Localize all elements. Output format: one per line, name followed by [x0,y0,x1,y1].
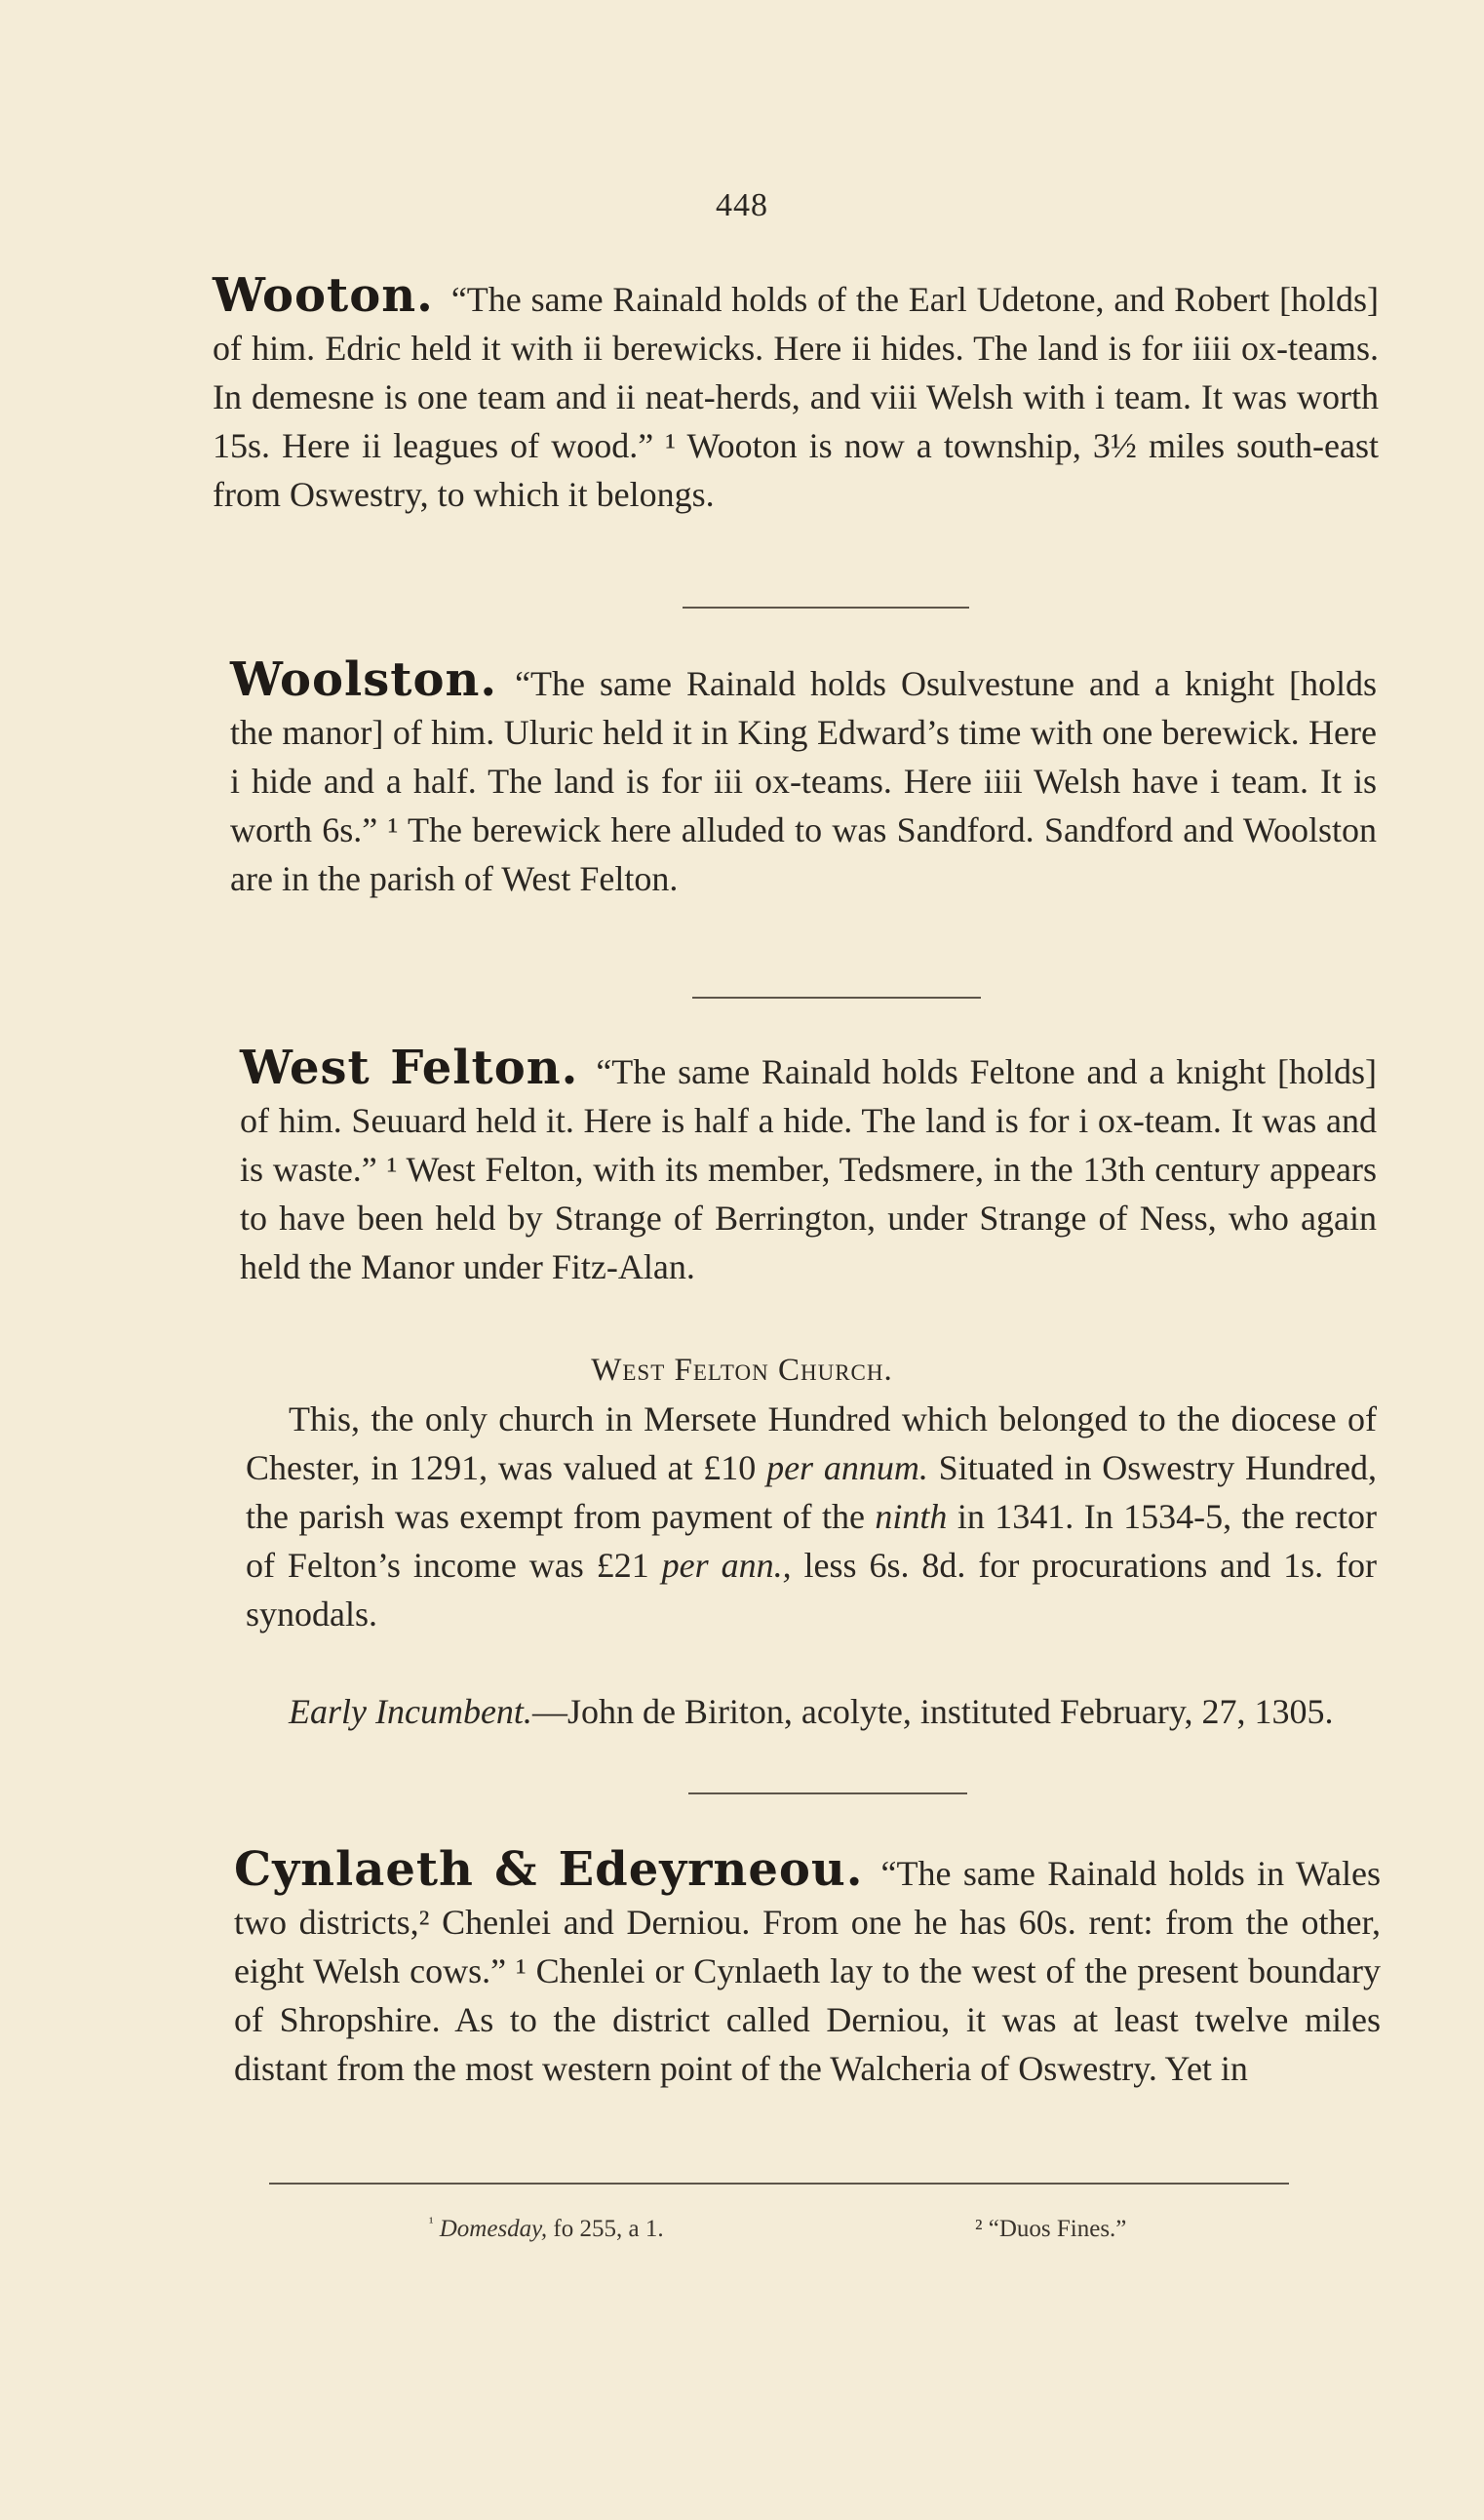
entry-wooton-text: “The same Rainald holds of the Earl Udetone, and Robert [holds] of him. Edric held it with ii berewicks. Here ii hides. The land is for iiii ox-teams. In demesne is one team and ii neat-herds, and viii Welsh with i team. It was worth 15s. Here ii leagues of wood.” ¹ Wooton is now a township, 3½ miles south-east from Oswestry, to which it belongs. [213,280,1379,514]
church-text-per-ann: per ann., [661,1546,792,1585]
heading-woolston: Woolston. [230,652,498,707]
footnote-rule [269,2183,1289,2185]
page-number: 448 [716,187,768,223]
footnote-1-ref: fo 255, a 1. [547,2216,664,2242]
heading-wooton: Wooton. [213,268,434,323]
church-text-g: less 6s. 8d. for procurations and 1s. for synodals. [246,1546,1378,1634]
entry-west-felton-text: “The same Rainald holds Feltone and a knight [holds] of him. Seuuard held it. Here is half a hide. The land is for i ox-team. It was and is waste.” ¹ West Felton, with its member, Tedsmere, in the 13th century appears to have been held by Strange of Berrington, under Strange of Ness, who again held the Manor under Fitz-Alan. [240,1052,1377,1286]
church-text-per-annum: per annum. [766,1448,928,1487]
footnote-1 [429,2210,664,2249]
entry-woolston-text: “The same Rainald holds Osulvestune and a knight [holds the manor] of him. Uluric held it in King Edward’s time with one berewick. Here i hide and a half. The land is for iii ox-teams. Here iiii Welsh have i team. It is worth 6s.” ¹ The berewick here alluded to was Sandford. Sandford and Woolston are in the parish of West Felton. [230,664,1377,898]
heading-cynlaeth: Cynlaeth & Edeyrneou. [234,1842,864,1897]
church-paragraph [246,1395,1377,1638]
early-incumbent [246,1687,1377,1736]
entry-cynlaeth [234,1842,1381,2093]
section-divider [692,997,981,999]
church-text-e: in 1341. In 1534-5, the rector of Felton’s income was £21 [246,1497,1377,1585]
early-incumbent-text: —John de Biriton, acolyte, instituted February, 27, 1305. [531,1692,1334,1731]
church-text-ninth: ninth [875,1497,948,1536]
section-divider [683,607,969,609]
entry-west-felton [240,1043,1377,1291]
section-divider [688,1792,967,1794]
footnote-1-mark: ¹ [429,2215,434,2231]
heading-west-felton: West Felton. [240,1041,579,1095]
church-text-a: This, the only church in Mersete Hundred which belonged to the diocese of Chester, in 1291, was valued at £10 [246,1399,1377,1487]
early-incumbent-label: Early Incumbent. [289,1692,532,1731]
entry-woolston [230,652,1377,903]
church-subheading: West Felton Church. [591,1353,893,1388]
footnote-1-title: Domesday, [439,2216,548,2242]
entry-cynlaeth-text: “The same Rainald holds in Wales two districts,² Chenlei and Derniou. From one he has 60s. rent: from the other, eight Welsh cows.” ¹ Chenlei or Cynlaeth lay to the west of the present boundary of Shropshire. As to the district called Derniou, it was at least twelve miles distant from the most western point of the Walcheria of Oswestry. Yet in [234,1854,1381,2088]
church-text-c: Situated in Oswestry Hundred, the parish was exempt from payment of the [246,1448,1377,1536]
entry-wooton [213,268,1379,519]
footnote-2: ² “Duos Fines.” [975,2216,1127,2242]
